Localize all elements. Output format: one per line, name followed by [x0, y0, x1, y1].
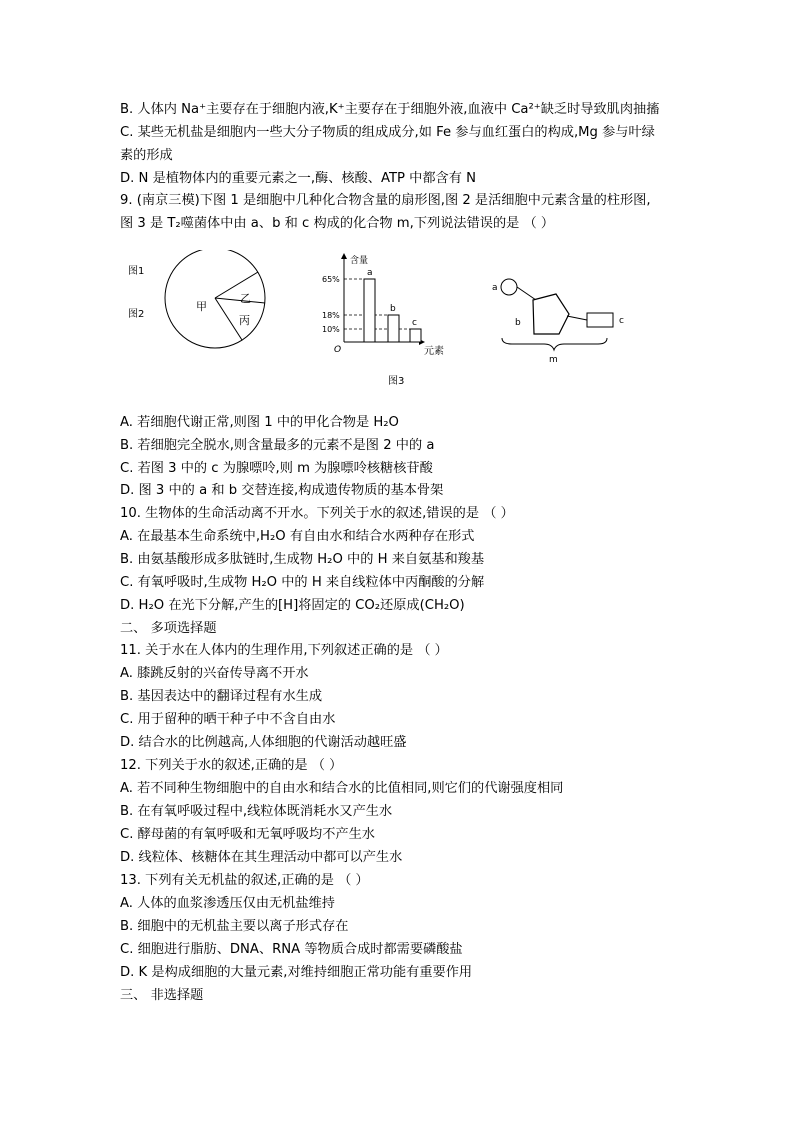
section-3-heading: 三、 非选择题: [120, 988, 204, 1003]
fig1-label: 图1: [128, 266, 145, 277]
pie-label-bing: 丙: [239, 314, 250, 327]
option-9b: B. 若细胞完全脱水,则含量最多的元素不是图 2 中的 a: [120, 438, 435, 453]
pie-divider-3: [215, 298, 242, 340]
base-rect: [587, 313, 613, 327]
bar-label-a: a: [367, 268, 373, 278]
pie-label-jia: 甲: [196, 300, 207, 313]
tick-18: 18%: [322, 311, 340, 320]
option-12a: A. 若不同种生物细胞中的自由水和结合水的比值相同,则它们的代谢强度相同: [120, 781, 564, 796]
question-10-stem: 10. 生物体的生命活动离不开水。下列关于水的叙述,错误的是 （ ）: [120, 506, 514, 521]
option-8c: C. 某些无机盐是细胞内一些大分子物质的组成成分,如 Fe 参与血红蛋白的构成,Mg 参与叶绿: [120, 125, 655, 140]
question-11-stem: 11. 关于水在人体内的生理作用,下列叙述正确的是 （ ）: [120, 643, 448, 658]
bar-c: [410, 329, 421, 342]
option-13d: D. K 是构成细胞的大量元素,对维持细胞正常功能有重要作用: [120, 965, 473, 980]
option-11d: D. 结合水的比例越高,人体细胞的代谢活动越旺盛: [120, 735, 407, 750]
pie-chart: [165, 250, 265, 348]
bar-label-c: c: [412, 318, 417, 328]
option-12c: C. 酵母菌的有氧呼吸和无氧呼吸均不产生水: [120, 827, 375, 842]
bar-label-b: b: [390, 304, 396, 314]
option-9a: A. 若细胞代谢正常,则图 1 中的甲化合物是 H₂O: [120, 415, 399, 430]
part-label-b: b: [515, 318, 521, 328]
x-axis-label: 元素: [424, 346, 444, 357]
question-9-stem: 9. (南京三模)下图 1 是细胞中几种化合物含量的扇形图,图 2 是活细胞中元素含量的柱形图,: [120, 193, 651, 208]
m-brace: [502, 338, 607, 350]
question-12-stem: 12. 下列关于水的叙述,正确的是 （ ）: [120, 758, 343, 773]
option-9d: D. 图 3 中的 a 和 b 交替连接,构成遗传物质的基本骨架: [120, 483, 444, 498]
phosphate-bond: [517, 287, 536, 300]
phosphate-circle: [501, 279, 517, 295]
part-label-c: c: [619, 316, 624, 326]
option-12d: D. 线粒体、核糖体在其生理活动中都可以产生水: [120, 850, 403, 865]
figure-svg: [120, 250, 680, 390]
question-9-stem-continued: 图 3 是 T₂噬菌体中由 a、b 和 c 构成的化合物 m,下列说法错误的是 （ ）: [120, 216, 555, 231]
option-13c: C. 细胞进行脂肪、DNA、RNA 等物质合成时都需要磷酸盐: [120, 942, 463, 957]
question-9-figure: [120, 250, 680, 390]
fig2-label: 图2: [128, 309, 145, 320]
bar-b: [388, 315, 399, 342]
option-8c-continued: 素的形成: [120, 148, 173, 163]
base-bond: [567, 316, 587, 320]
option-10d: D. H₂O 在光下分解,产生的[H]将固定的 CO₂还原成(CH₂O): [120, 598, 465, 613]
part-label-a: a: [492, 283, 498, 293]
option-12b: B. 在有氧呼吸过程中,线粒体既消耗水又产生水: [120, 804, 393, 819]
option-11b: B. 基因表达中的翻译过程有水生成: [120, 689, 323, 704]
option-13a: A. 人体的血浆渗透压仅由无机盐维持: [120, 896, 335, 911]
option-11c: C. 用于留种的晒干种子中不含自由水: [120, 712, 336, 727]
question-13-stem: 13. 下列有关无机盐的叙述,正确的是 （ ）: [120, 873, 369, 888]
section-2-heading: 二、 多项选择题: [120, 621, 217, 636]
sugar-pentagon: [533, 294, 569, 334]
pie-label-yi: 乙: [240, 292, 251, 305]
option-8b: B. 人体内 Na⁺主要存在于细胞内液,K⁺主要存在于细胞外液,血液中 Ca²⁺缺乏时导致肌肉抽搐: [120, 102, 660, 117]
y-axis-label: 含量: [350, 256, 369, 266]
y-axis-arrow: [341, 253, 347, 259]
option-8d: D. N 是植物体内的重要元素之一,酶、核酸、ATP 中都含有 N: [120, 171, 476, 186]
option-10a: A. 在最基本生命系统中,H₂O 有自由水和结合水两种存在形式: [120, 529, 475, 544]
option-13b: B. 细胞中的无机盐主要以离子形式存在: [120, 919, 349, 934]
option-10c: C. 有氧呼吸时,生成物 H₂O 中的 H 来自线粒体中丙酮酸的分解: [120, 575, 485, 590]
nucleotide-diagram: [492, 279, 624, 365]
origin-label: O: [334, 345, 342, 355]
m-label: m: [549, 355, 558, 365]
option-9c: C. 若图 3 中的 c 为腺嘌呤,则 m 为腺嘌呤核糖核苷酸: [120, 461, 433, 476]
tick-10: 10%: [322, 325, 340, 334]
fig3-label: 图3: [388, 376, 405, 387]
tick-65: 65%: [322, 275, 340, 284]
pie-divider-1: [215, 272, 258, 298]
option-10b: B. 由氨基酸形成多肽链时,生成物 H₂O 中的 H 来自氨基和羧基: [120, 552, 485, 567]
bar-chart: [322, 253, 444, 357]
option-11a: A. 膝跳反射的兴奋传导离不开水: [120, 666, 309, 681]
bar-a: [364, 279, 375, 342]
